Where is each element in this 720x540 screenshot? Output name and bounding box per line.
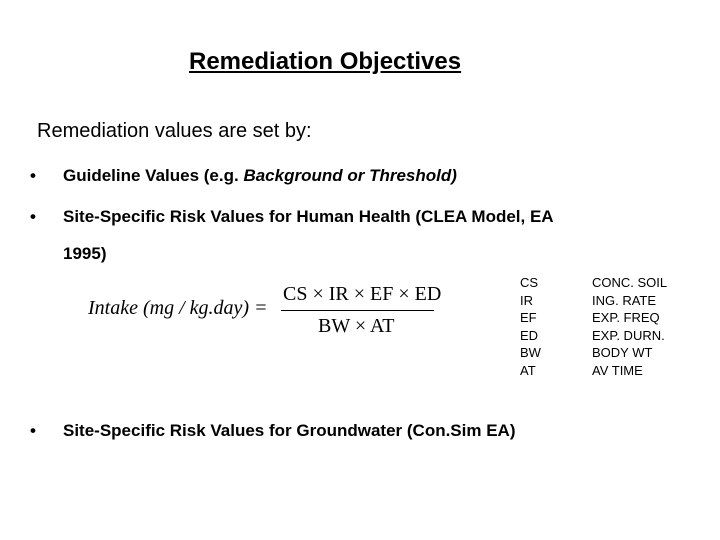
slide-title: Remediation Objectives [189,48,462,75]
definition-item: ING. RATE [592,292,657,308]
abbreviation-list [520,274,541,379]
abbreviation-item: IR [520,292,533,308]
definition-list [592,274,667,379]
bullet-text [63,166,457,186]
formula-denominator: BW × AT [318,315,395,337]
definition-item: CONC. SOIL [592,275,668,290]
abbreviation-item: CS [520,275,539,290]
formula-numerator: CS × IR × EF × ED [283,283,442,305]
definition-item: EXP. FREQ [592,310,660,325]
intro-text: Remediation values are set by: [37,120,312,142]
bullet-human-health-continuation: 1995) [63,244,107,263]
definition-item: EXP. DURN. [592,327,665,343]
definition-item: BODY WT [592,345,653,360]
abbreviation-item: ED [520,327,539,343]
bullet-marker: • [30,166,36,185]
abbreviation-item: BW [520,345,541,360]
abbreviation-item: AT [520,362,536,378]
bullet-text-italic: Background or Threshold) [243,166,457,185]
bullet-text: Site-Specific Risk Values for Human Health (CLEA Model, EA [63,207,554,226]
formula-lhs: Intake (mg / kg.day) = [88,297,268,319]
bullet-marker: • [30,421,36,440]
fraction-bar [281,310,434,311]
abbreviation-item: EF [520,310,537,325]
bullet-text-prefix: Guideline Values (e.g. [63,166,244,185]
bullet-text: Site-Specific Risk Values for Groundwater (Con.Sim EA) [63,421,516,440]
bullet-marker: • [30,207,36,226]
definition-item: AV TIME [592,362,643,378]
